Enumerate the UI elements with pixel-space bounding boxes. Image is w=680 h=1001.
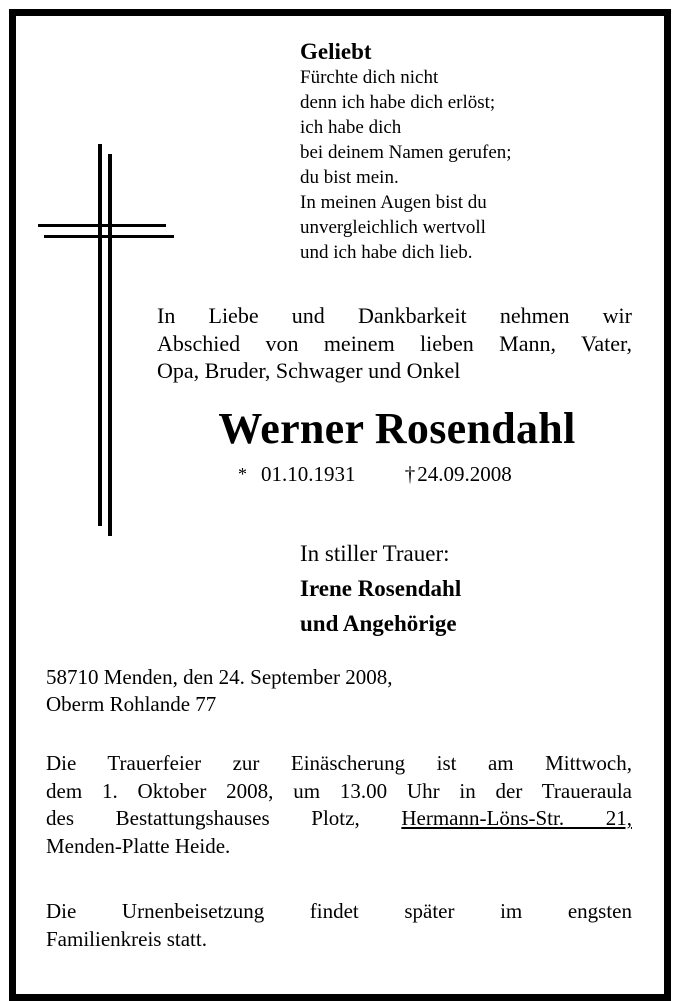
mourner-relatives: und Angehörige <box>300 611 457 636</box>
address <box>46 664 392 718</box>
ceremony-line <box>46 805 632 833</box>
life-dates <box>238 461 512 487</box>
ceremony-notice <box>46 750 632 860</box>
mourner-name: Irene Rosendahl <box>300 576 462 601</box>
mourners-heading: In stiller Trauer: <box>300 541 450 566</box>
death-date: 24.09.2008 <box>417 462 512 486</box>
urn-notice <box>46 897 632 953</box>
farewell-line: In Liebe und Dankbarkeit nehmen wir <box>157 303 632 328</box>
poem-line: und ich habe dich lieb. <box>300 242 473 263</box>
ceremony-street: Hermann-Löns-Str. 21, <box>401 806 632 830</box>
birth-star-icon: * <box>238 464 247 484</box>
poem-line: ich habe dich <box>300 117 402 138</box>
death-dagger-icon: † <box>404 462 416 486</box>
poem-line: du bist mein. <box>300 167 399 188</box>
poem-line: Fürchte dich nicht <box>300 67 439 88</box>
ceremony-line: dem 1. Oktober 2008, um 13.00 Uhr in der Traueraula <box>46 778 632 803</box>
poem <box>300 38 630 265</box>
poem-line: denn ich habe dich erlöst; <box>300 92 496 113</box>
ceremony-venue: des Bestattungshauses Plotz, <box>46 806 360 830</box>
farewell-line: Opa, Bruder, Schwager und Onkel <box>157 358 461 383</box>
poem-line: unvergleichlich wertvoll <box>300 217 486 238</box>
birth-date: 01.10.1931 <box>261 462 356 486</box>
mourners <box>300 536 461 641</box>
poem-line: bei deinem Namen gerufen; <box>300 142 512 163</box>
ceremony-line: Die Trauerfeier zur Einäscherung ist am Mittwoch, <box>46 751 632 775</box>
urn-line: Familienkreis statt. <box>46 927 207 951</box>
ceremony-line: Menden-Platte Heide. <box>46 833 231 858</box>
urn-line: Die Urnenbeisetzung findet später im engsten <box>46 899 632 923</box>
farewell-line: Abschied von meinem lieben Mann, Vater, <box>157 330 632 356</box>
farewell-text <box>157 302 632 385</box>
address-line: 58710 Menden, den 24. September 2008, <box>46 665 393 689</box>
address-line: Oberm Rohlande 77 <box>46 692 217 716</box>
poem-line: In meinen Augen bist du <box>300 192 487 213</box>
poem-title: Geliebt <box>300 39 372 64</box>
deceased-name: Werner Rosendahl <box>218 404 576 453</box>
